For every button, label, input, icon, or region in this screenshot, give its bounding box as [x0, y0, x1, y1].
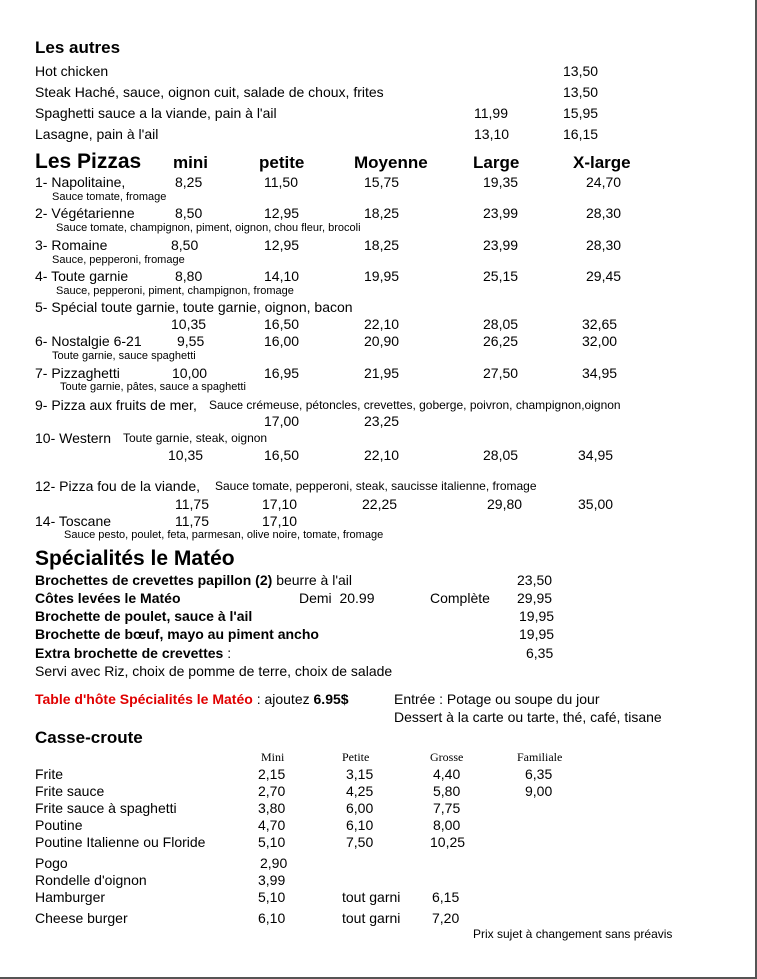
specialty-note: : — [227, 645, 232, 661]
casse-price: 7,75 — [433, 800, 461, 816]
casse-price: 2,15 — [258, 766, 286, 782]
table-hote-entree: Entrée : Potage ou soupe du jour — [394, 691, 600, 707]
casse-garni-label: tout garni — [342, 889, 401, 905]
table-hote-price: 6.95$ — [313, 691, 349, 707]
casse-price: 7,50 — [346, 834, 374, 850]
pizza-price: 8,25 — [175, 174, 203, 190]
section-title-autres: Les autres — [35, 38, 121, 57]
pizza-price: 14,10 — [264, 268, 300, 284]
pizza-price: 35,00 — [578, 496, 614, 512]
casse-price: 2,90 — [260, 855, 288, 871]
table-hote-line — [35, 692, 349, 706]
pizza-price: 22,10 — [364, 447, 400, 463]
pizza-name: 2- Végétarienne — [35, 205, 135, 221]
pizza-description: Sauce tomate, champignon, piment, oignon, chou fleur, brocoli — [56, 222, 361, 234]
pizza-price: 21,95 — [364, 365, 400, 381]
casse-price: 4,40 — [433, 766, 461, 782]
casse-item-name: Poutine Italienne ou Floride — [35, 834, 206, 850]
pizza-price: 20,90 — [364, 333, 400, 349]
table-hote-ajoutez: : ajoutez — [256, 691, 310, 707]
casse-price: 6,35 — [525, 766, 553, 782]
pizza-description: Sauce tomate, fromage — [52, 191, 167, 203]
pizza-price: 16,50 — [264, 447, 300, 463]
casse-garni-price: 6,15 — [432, 889, 460, 905]
pizza-price: 8,50 — [175, 205, 203, 221]
specialty-complete: Complète — [430, 590, 490, 606]
specialty-note: beurre à l'ail — [276, 572, 353, 588]
pizza-size-header: petite — [259, 153, 305, 172]
casse-price: 6,10 — [258, 910, 286, 926]
pizza-price: 17,10 — [262, 496, 298, 512]
casse-price: 6,10 — [346, 817, 374, 833]
pizza-price: 15,75 — [364, 174, 400, 190]
pizza-description: Sauce crémeuse, pétoncles, crevettes, goberge, poivron, champignon,oignon — [209, 398, 621, 412]
pizza-price: 9,55 — [177, 333, 205, 349]
pizza-price: 28,30 — [586, 237, 622, 253]
pizza-size-header: X-large — [573, 153, 631, 172]
pizza-description: Sauce tomate, pepperoni, steak, saucisse italienne, fromage — [215, 479, 537, 493]
casse-size-header: Grosse — [430, 750, 464, 764]
pizza-price: 22,25 — [362, 496, 398, 512]
specialty-name: Côtes levées le Matéo — [35, 590, 181, 606]
pizza-price: 25,15 — [483, 268, 519, 284]
pizza-price: 8,50 — [171, 237, 199, 253]
specialty-price: 29,95 — [517, 590, 553, 606]
pizza-price: 28,05 — [483, 447, 519, 463]
specialty-name: Brochette de bœuf, mayo au piment ancho — [35, 626, 319, 642]
pizza-name: 6- Nostalgie 6-21 — [35, 333, 142, 349]
menu-item-price: 16,15 — [563, 126, 599, 142]
casse-price: 2,70 — [258, 783, 286, 799]
casse-price: 4,70 — [258, 817, 286, 833]
pizza-description: Sauce pesto, poulet, feta, parmesan, olive noire, tomate, fromage — [64, 529, 384, 541]
specialty-price: 23,50 — [517, 572, 553, 588]
specialty-name: Brochette de poulet, sauce à l'ail — [35, 608, 253, 624]
menu-item-name: Hot chicken — [35, 63, 109, 79]
casse-price: 3,80 — [258, 800, 286, 816]
specialty-price: 19,95 — [519, 626, 555, 642]
casse-garni-label: tout garni — [342, 910, 401, 926]
pizza-size-header: mini — [173, 153, 208, 172]
menu-item-price: 13,50 — [563, 63, 599, 79]
casse-price: 8,00 — [433, 817, 461, 833]
pizza-price: 23,99 — [483, 237, 519, 253]
menu-item-price: 11,99 — [474, 105, 508, 121]
section-title-specialites: Spécialités le Matéo — [35, 547, 235, 570]
section-title-pizzas: Les Pizzas — [35, 150, 142, 173]
pizza-name: 14- Toscane — [35, 513, 112, 529]
menu-item-name: Steak Haché, sauce, oignon cuit, salade de choux, frites — [35, 84, 384, 100]
pizza-price: 11,75 — [175, 496, 209, 512]
pizza-size-header: Moyenne — [354, 153, 428, 172]
pizza-price: 12,95 — [264, 237, 300, 253]
pizza-price: 18,25 — [364, 237, 400, 253]
pizza-price: 23,25 — [364, 413, 400, 429]
menu-item-name: Lasagne, pain à l'ail — [35, 126, 159, 142]
pizza-price: 8,80 — [175, 268, 203, 284]
pizza-price: 18,25 — [364, 205, 400, 221]
table-hote-title: Table d'hôte Spécialités le Matéo — [35, 691, 253, 707]
pizza-price: 10,35 — [168, 447, 204, 463]
pizza-price: 29,80 — [487, 496, 523, 512]
specialty-item — [35, 646, 231, 660]
casse-item-name: Poutine — [35, 817, 83, 833]
casse-price: 10,25 — [430, 834, 466, 850]
pizza-name: 7- Pizzaghetti — [35, 365, 120, 381]
table-hote-dessert: Dessert à la carte ou tarte, thé, café, tisane — [394, 709, 662, 725]
menu-item-name: Spaghetti sauce a la viande, pain à l'ail — [35, 105, 277, 121]
casse-item-name: Cheese burger — [35, 910, 128, 926]
casse-item-name: Hamburger — [35, 889, 106, 905]
pizza-name: 3- Romaine — [35, 237, 108, 253]
casse-item-name: Frite sauce — [35, 783, 105, 799]
pizza-price: 17,10 — [262, 513, 298, 529]
pizza-description: Sauce, pepperoni, fromage — [52, 254, 185, 266]
pizza-price: 34,95 — [582, 365, 618, 381]
pizza-description: Sauce, pepperoni, piment, champignon, fromage — [56, 285, 294, 297]
pizza-price: 22,10 — [364, 316, 400, 332]
pizza-price: 28,05 — [483, 316, 519, 332]
pizza-price: 34,95 — [578, 447, 614, 463]
pizza-price: 19,35 — [483, 174, 519, 190]
pizza-price: 16,00 — [264, 333, 300, 349]
pizza-price: 23,99 — [483, 205, 519, 221]
specialty-served: Servi avec Riz, choix de pomme de terre, choix de salade — [35, 663, 393, 679]
pizza-price: 19,95 — [364, 268, 400, 284]
casse-price: 5,10 — [258, 834, 286, 850]
casse-item-name: Frite sauce à spaghetti — [35, 800, 177, 816]
pizza-price: 26,25 — [483, 333, 519, 349]
casse-price: 4,25 — [346, 783, 374, 799]
specialty-price: 6,35 — [526, 645, 554, 661]
casse-item-name: Frite — [35, 766, 63, 782]
pizza-name: 1- Napolitaine, — [35, 174, 126, 190]
pizza-price: 11,50 — [264, 174, 298, 190]
casse-size-header: Petite — [342, 750, 370, 764]
pizza-name: 10- Western — [35, 430, 111, 446]
pizza-price: 27,50 — [483, 365, 519, 381]
pizza-size-header: Large — [473, 153, 520, 172]
specialty-name: Extra brochette de crevettes — [35, 645, 224, 661]
specialty-demi: Demi 20.99 — [299, 590, 375, 606]
menu-item-price: 13,10 — [474, 126, 510, 142]
pizza-price: 11,75 — [175, 513, 209, 529]
casse-garni-price: 7,20 — [432, 910, 460, 926]
pizza-description: Toute garnie, sauce spaghetti — [52, 350, 196, 362]
pizza-price: 28,30 — [586, 205, 622, 221]
casse-price: 5,10 — [258, 889, 286, 905]
casse-price: 3,15 — [346, 766, 374, 782]
pizza-price: 12,95 — [264, 205, 300, 221]
casse-item-name: Rondelle d'oignon — [35, 872, 147, 888]
pizza-name: 4- Toute garnie — [35, 268, 129, 284]
pizza-name: 12- Pizza fou de la viande, — [35, 478, 200, 494]
menu-item-price: 13,50 — [563, 84, 599, 100]
pizza-price: 29,45 — [586, 268, 622, 284]
price-disclaimer: Prix sujet à changement sans préavis — [473, 927, 673, 941]
casse-size-header: Familiale — [517, 750, 563, 764]
pizza-price: 10,35 — [171, 316, 207, 332]
casse-price: 6,00 — [346, 800, 374, 816]
specialty-name: Brochettes de crevettes papillon (2) — [35, 572, 273, 588]
pizza-name: 9- Pizza aux fruits de mer, — [35, 397, 197, 413]
specialty-price: 19,95 — [519, 608, 555, 624]
pizza-price: 16,50 — [264, 316, 300, 332]
casse-size-header: Mini — [261, 750, 285, 764]
casse-price: 9,00 — [525, 783, 553, 799]
pizza-price: 32,00 — [582, 333, 618, 349]
casse-price: 5,80 — [433, 783, 461, 799]
pizza-price: 17,00 — [264, 413, 300, 429]
pizza-description: Toute garnie, pâtes, sauce a spaghetti — [60, 381, 246, 393]
pizza-price: 24,70 — [586, 174, 622, 190]
pizza-price: 10,00 — [172, 365, 208, 381]
specialty-item — [35, 573, 352, 587]
casse-item-name: Pogo — [35, 855, 68, 871]
pizza-description: Toute garnie, steak, oignon — [123, 431, 268, 445]
pizza-price: 32,65 — [582, 316, 618, 332]
casse-price: 3,99 — [258, 872, 286, 888]
section-title-casse-croute: Casse-croute — [35, 728, 143, 747]
pizza-name: 5- Spécial toute garnie, toute garnie, oignon, bacon — [35, 299, 353, 315]
pizza-price: 16,95 — [264, 365, 300, 381]
menu-item-price: 15,95 — [563, 105, 599, 121]
